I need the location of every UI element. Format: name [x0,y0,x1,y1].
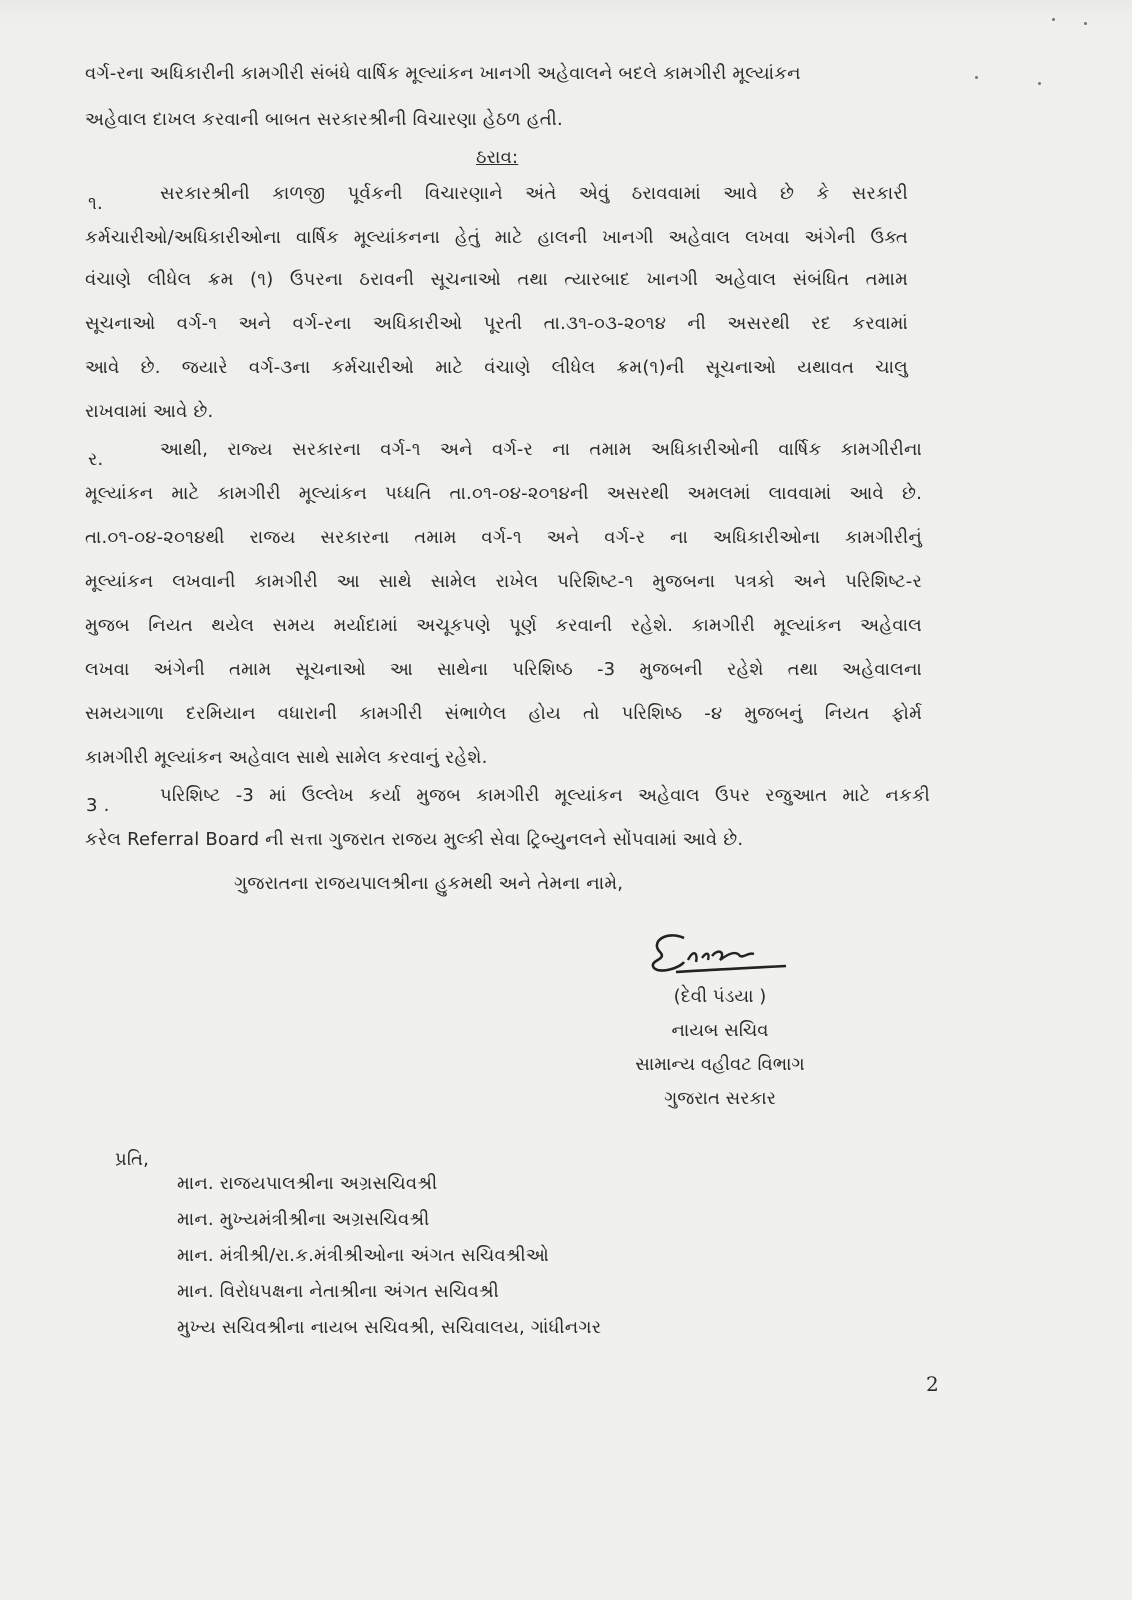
to-label: પ્રતિ, [115,1149,150,1170]
recipient-item: માન. વિરોધપક્ષના નેતાશ્રીના અંગત સચિવશ્રી [177,1281,499,1302]
recipient-item: માન. મુખ્યમંત્રીશ્રીના અગ્રસચિવશ્રી [177,1209,430,1230]
recipient-item: માન. મંત્રીશ્રી/રા.ક.મંત્રીશ્રીઓના અંગત સચિવશ્રીઓ [177,1245,549,1266]
page-number: 2 [926,1372,939,1396]
para1-line: રાખવામાં આવે છે. [85,401,214,422]
scan-speck [1084,22,1087,25]
intro-line: અહેવાલ દાખલ કરવાની બાબત સરકારશ્રીની વિચારણા હેઠળ હતી. [85,109,563,130]
para2-line: તા.૦૧-૦૪-૨૦૧૪થી રાજય સરકારના તમામ વર્ગ-૧ અને વર્ગ-ર ના અધિકારીઓના કામગીરીનું [85,527,922,548]
order-line: ગુજરાતના રાજયપાલશ્રીના હુકમથી અને તેમના નામે, [234,873,624,894]
signatory-department: સામાન્ય વહીવટ વિભાગ [635,1054,805,1075]
para1-number: ૧. [88,193,103,214]
para2-number: ર. [88,449,104,470]
resolution-heading: ઠરાવ: [476,147,519,168]
para1-line: કર્મચારીઓ/અધિકારીઓના વાર્ષિક મૂલ્યાંકનના હેતું માટે હાલની ખાનગી અહેવાલ લખવા અંગેની ઉક્ત [85,227,908,248]
para2-line: મુજબ નિયત થયેલ સમય મર્યાદામાં અચૂકપણે પૂર્ણ કરવાની રહેશે. કામગીરી મૂલ્યાંકન અહેવાલ [85,615,922,636]
para3-line: પરિશિષ્ટ -3 માં ઉલ્લેખ કર્યા મુજબ કામગીરી મૂલ્યાંકન અહેવાલ ઉપર રજુઆત માટે નકકી [160,785,930,806]
para2-line: મૂલ્યાંકન માટે કામગીરી મૂલ્યાંકન પધ્ધતિ તા.૦૧-૦૪-૨૦૧૪ની અસરથી અમલમાં લાવવામાં આવે છે. [85,483,922,504]
para1-line: આવે છે. જયારે વર્ગ-૩ના કર્મચારીઓ માટે વંચાણે લીધેલ ક્રમ(૧)ની સૂચનાઓ યથાવત ચાલુ [85,357,908,378]
recipient-item: માન. રાજયપાલશ્રીના અગ્રસચિવશ્રી [177,1173,438,1194]
para2-line: આથી, રાજ્ય સરકારના વર્ગ-૧ અને વર્ગ-ર ના તમામ અધિકારીઓની વાર્ષિક કામગીરીના [160,439,922,460]
signatory-name: (દેવી પંડયા ) [673,986,767,1007]
signature-block [600,980,840,1116]
para1-line: વંચાણે લીધેલ ક્રમ (૧) ઉપરના ઠરાવની સૂચનાઓ તથા ત્યારબાદ ખાનગી અહેવાલ સંબંધિત તમામ [85,269,908,290]
recipient-item: મુખ્ય સચિવશ્રીના નાયબ સચિવશ્રી, સચિવાલય, ગાંધીનગર [177,1317,602,1338]
para3-number: 3 . [86,795,110,816]
scan-speck [975,76,978,79]
para2-line: સમયગાળા દરમિયાન વધારાની કામગીરી સંભાળેલ હોય તો પરિશિષ્ઠ -૪ મુજબનું નિયત ફોર્મ [85,703,922,724]
signatory-designation: નાયબ સચિવ [671,1020,769,1041]
para1-line: સરકારશ્રીની કાળજી પૂર્વકની વિચારણાને અંતે એવું ઠરાવવામાં આવે છે કે સરકારી [160,183,908,204]
signature-image [636,908,806,978]
signatory-government: ગુજરાત સરકાર [664,1088,776,1109]
para1-line: સૂચનાઓ વર્ગ-૧ અને વર્ગ-રના અધિકારીઓ પૂરતી તા.૩૧-૦૩-૨૦૧૪ ની અસરથી રદ કરવામાં [85,313,908,334]
scan-speck [1052,18,1055,21]
para2-line: મૂલ્યાંકન લખવાની કામગીરી આ સાથે સામેલ રાખેલ પરિશિષ્ટ-૧ મુજબના પત્રકો અને પરિશિષ્ટ-ર [85,571,922,592]
scan-speck [1038,82,1041,85]
intro-line: વર્ગ-રના અધિકારીની કામગીરી સંબંધે વાર્ષિક મૂલ્યાંકન ખાનગી અહેવાલને બદલે કામગીરી મૂલ્યાંકન [85,63,801,84]
para2-line: લખવા અંગેની તમામ સૂચનાઓ આ સાથેના પરિશિષ્ઠ -3 મુજબની રહેશે તથા અહેવાલના [85,659,922,680]
para3-line: કરેલ Referral Board ની સત્તા ગુજરાત રાજય મુલ્કી સેવા ટ્રિબ્યુનલને સોંપવામાં આવે છે. [85,829,744,850]
para2-line: કામગીરી મૂલ્યાંકન અહેવાલ સાથે સામેલ કરવાનું રહેશે. [85,747,488,768]
